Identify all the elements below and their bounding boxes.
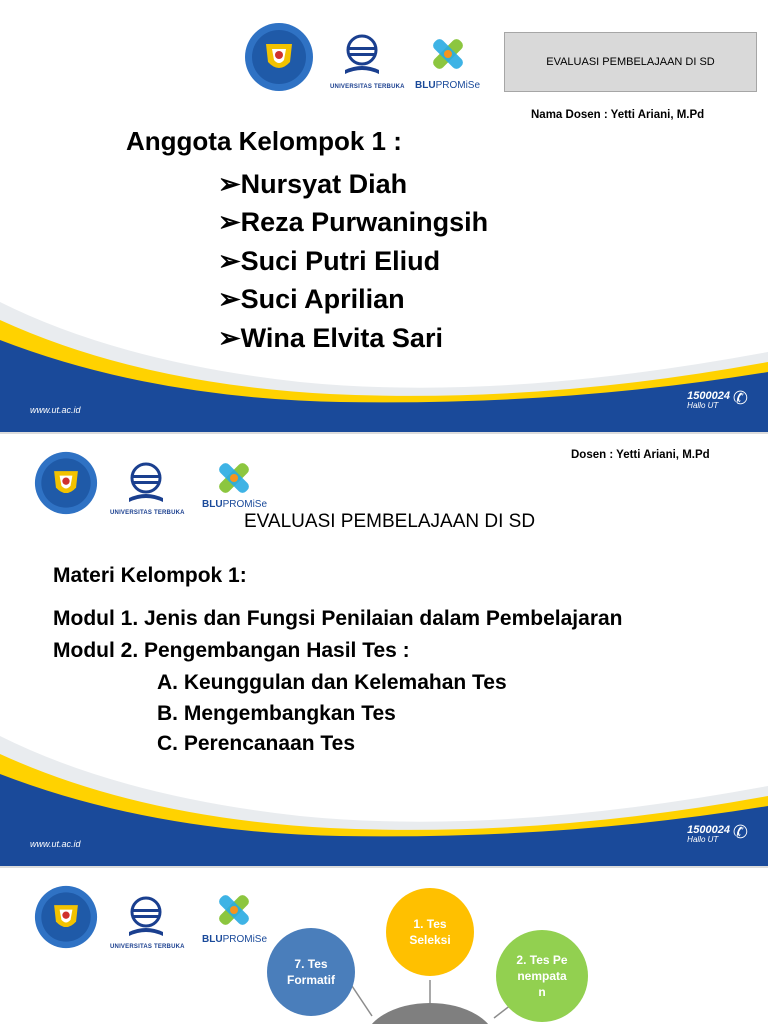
slide-2 bbox=[0, 434, 768, 866]
materi-heading: Materi Kelompok 1: bbox=[53, 564, 247, 587]
modul-2-sub-item: C. Perencanaan Tes bbox=[157, 732, 356, 755]
member-item: ➢Wina Elvita Sari bbox=[218, 323, 443, 353]
ut-logo-label: UNIVERSITAS TERBUKA bbox=[110, 944, 185, 950]
member-item: ➢Suci Aprilian bbox=[218, 284, 405, 314]
modul-1: Modul 1. Jenis dan Fungsi Penilaian dalam Pembelajaran bbox=[53, 607, 623, 630]
modul-2-sub-item: B. Mengembangkan Tes bbox=[157, 702, 396, 725]
diagram-node-tes-seleksi: 1. Tes Seleksi bbox=[386, 888, 474, 976]
member-item: ➢Reza Purwaningsih bbox=[218, 207, 489, 237]
blu-promise-label: BLUPROMiSe bbox=[415, 80, 481, 91]
blu-promise-logo bbox=[428, 34, 468, 74]
tut-wuri-handayani-logo bbox=[34, 451, 98, 515]
slide-3 bbox=[0, 868, 768, 1024]
hotline: 1500024 Hallo UT bbox=[687, 390, 730, 410]
diagram-node-tes-formatif: 7. Tes Formatif bbox=[267, 928, 355, 1016]
members-heading: Anggota Kelompok 1 : bbox=[126, 126, 402, 156]
ut-logo-label: UNIVERSITAS TERBUKA bbox=[110, 510, 185, 516]
ut-logo-label: UNIVERSITAS TERBUKA bbox=[330, 84, 405, 90]
phone-icon: ✆ bbox=[732, 388, 748, 408]
lecturer-name: Nama Dosen : Yetti Ariani, M.Pd bbox=[531, 109, 705, 121]
diagram-connectors bbox=[0, 868, 768, 1024]
hotline: 1500024 Hallo UT bbox=[687, 824, 730, 844]
course-title: EVALUASI PEMBELAJAAN DI SD bbox=[244, 511, 536, 532]
blu-promise-label: BLUPROMiSe bbox=[202, 934, 268, 945]
blu-promise-logo bbox=[214, 458, 254, 498]
diagram-node-tes-penempatan: 2. Tes Penempatan bbox=[496, 930, 588, 1022]
tut-wuri-handayani-logo bbox=[244, 22, 314, 92]
member-item: ➢Suci Putri Eliud bbox=[218, 246, 441, 276]
member-item: ➢Nursyat Diah bbox=[218, 169, 408, 199]
footer-url: www.ut.ac.id bbox=[30, 839, 81, 849]
modul-2: Modul 2. Pengembangan Hasil Tes : bbox=[53, 639, 410, 662]
course-title-box: EVALUASI PEMBELAJAAN DI SD bbox=[504, 32, 757, 92]
blu-promise-label: BLUPROMiSe bbox=[202, 499, 268, 510]
lecturer-name: Dosen : Yetti Ariani, M.Pd bbox=[571, 449, 710, 461]
footer-wave bbox=[0, 302, 768, 432]
universitas-terbuka-logo bbox=[124, 460, 168, 508]
modul-2-sub-item: A. Keunggulan dan Kelemahan Tes bbox=[157, 671, 507, 694]
footer-url: www.ut.ac.id bbox=[30, 405, 81, 415]
universitas-terbuka-logo bbox=[340, 32, 384, 80]
phone-icon: ✆ bbox=[732, 822, 748, 842]
slide-1 bbox=[0, 0, 768, 432]
footer-wave bbox=[0, 736, 768, 866]
